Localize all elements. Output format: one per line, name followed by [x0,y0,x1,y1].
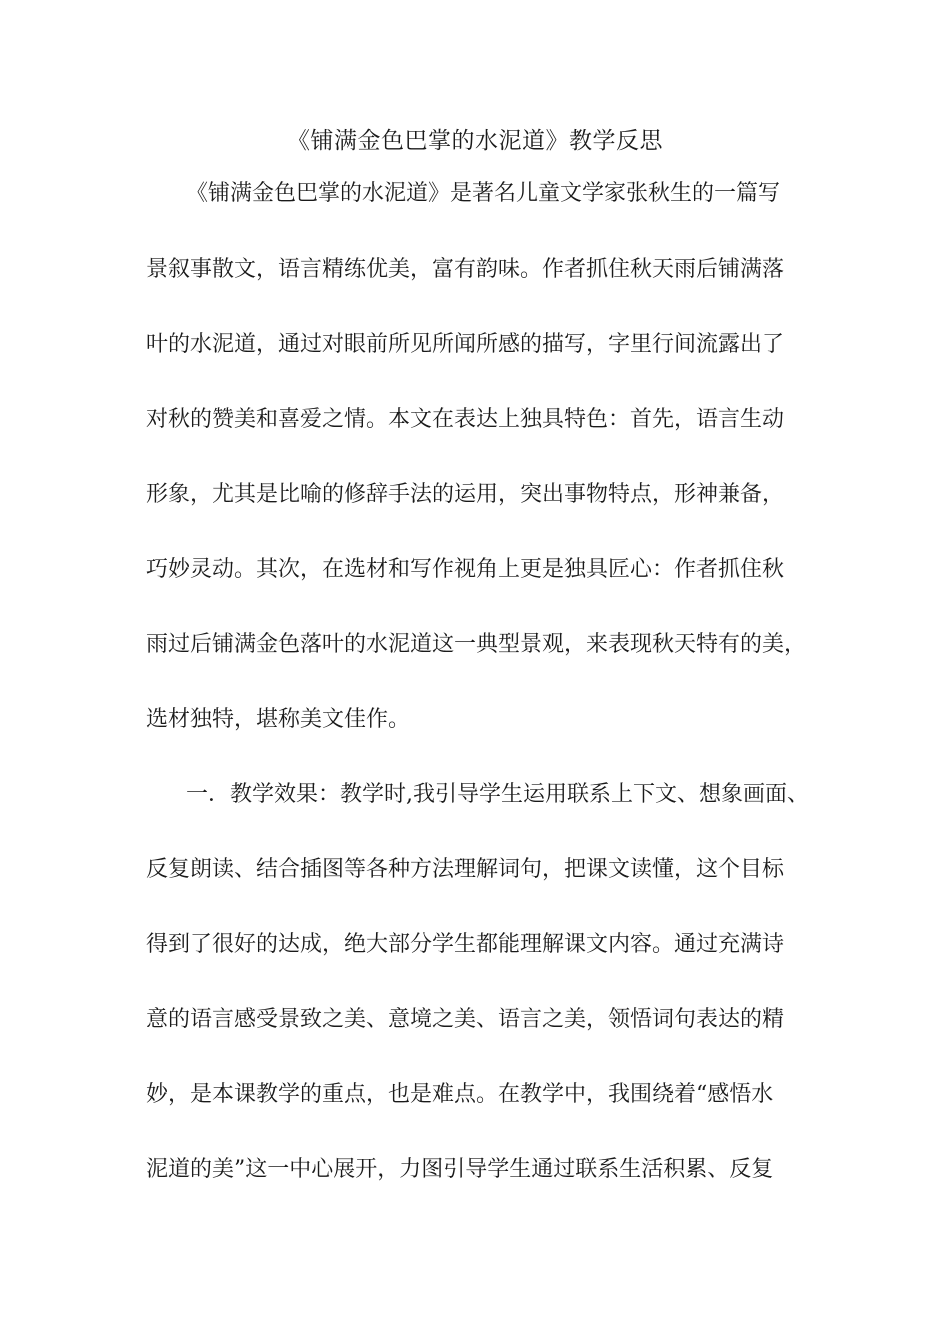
document-title: 《铺满金色巴掌的水泥道》教学反思 [287,128,663,154]
paragraph-line: 得到了很好的达成，绝大部分学生都能理解课文内容。通过充满诗 [146,932,785,957]
paragraph-line: 妙，是本课教学的重点，也是难点。在教学中，我围绕着“感悟水 [146,1082,774,1107]
paragraph-line: 一．教学效果：教学时,我引导学生运用联系上下文、想象画面、 [186,782,809,807]
paragraph-line: 对秋的赞美和喜爱之情。本文在表达上独具特色：首先，语言生动 [146,407,785,432]
paragraph-line: 泥道的美”这一中心展开，力图引导学生通过联系生活积累、反复 [146,1157,774,1182]
paragraph-line: 选材独特，堪称美文佳作。 [146,707,411,732]
paragraph-line: 形象，尤其是比喻的修辞手法的运用，突出事物特点，形神兼备， [146,482,785,507]
paragraph-line: 《铺满金色巴掌的水泥道》是著名儿童文学家张秋生的一篇写 [186,181,781,206]
paragraph-line: 意的语言感受景致之美、意境之美、语言之美，领悟词句表达的精 [146,1007,785,1032]
paragraph-line: 景叙事散文，语言精练优美，富有韵味。作者抓住秋天雨后铺满落 [146,257,785,282]
paragraph-line: 叶的水泥道，通过对眼前所见所闻所感的描写，字里行间流露出了 [146,332,785,357]
paragraph-line: 反复朗读、结合插图等各种方法理解词句，把课文读懂，这个目标 [146,857,785,882]
paragraph-line: 雨过后铺满金色落叶的水泥道这一典型景观，来表现秋天特有的美， [146,632,807,657]
paragraph-line: 巧妙灵动。其次，在选材和写作视角上更是独具匠心：作者抓住秋 [146,557,785,582]
